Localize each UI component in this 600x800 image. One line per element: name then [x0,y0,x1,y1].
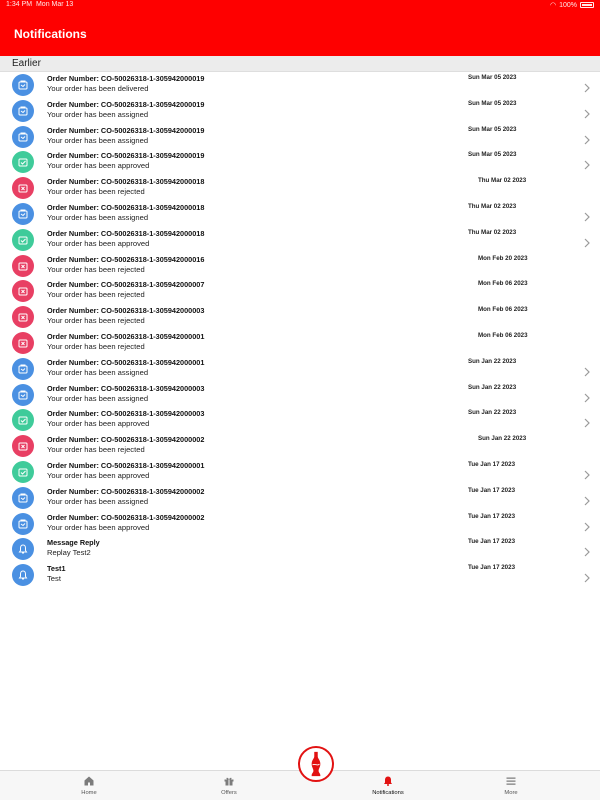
notification-message: Your order has been approved [47,470,150,480]
notification-row[interactable] [0,73,600,99]
tab-home[interactable] [49,773,129,800]
order-icon [12,126,34,148]
chevron-right-icon[interactable] [583,415,591,425]
notification-message: Your order has been approved [47,419,150,429]
notification-row[interactable] [0,383,600,409]
tab-notifications-label: Notifications [372,790,404,796]
order-icon [12,100,34,122]
notification-message: Your order has been delivered [47,84,149,93]
bell-icon [348,773,428,788]
notification-row[interactable] [0,125,600,151]
notification-message: Your order has been assigned [47,367,149,377]
section-header-earlier: Earlier [0,56,600,72]
order-rejected-icon [12,306,34,328]
notification-row[interactable] [0,408,600,434]
notification-date: Tue Jan 17 2023 [468,486,516,494]
notification-message: Your order has been rejected [47,316,145,326]
chevron-right-icon[interactable] [583,209,591,219]
notification-title: Order Number: CO-50026318-1-305942000001 [47,331,205,341]
status-date: Mon Mar 13 [35,1,74,8]
bell-icon [12,564,34,586]
app-header [0,0,600,56]
notification-title: Order Number: CO-50026318-1-305942000018 [47,177,205,187]
notification-title: Order Number: CO-50026318-1-305942000001 [47,357,205,367]
order-rejected-icon [12,435,34,457]
notification-title: Order Number: CO-50026318-1-305942000002 [47,512,205,522]
notification-date: Sun Mar 05 2023 [468,74,517,81]
notification-title: Test1 [47,564,66,574]
chevron-right-icon[interactable] [583,493,591,503]
tab-more[interactable] [471,773,551,800]
chevron-right-icon[interactable] [583,519,591,529]
order-icon [12,203,34,225]
tab-offers-label: Offers [221,790,237,796]
notification-message: Your order has been approved [47,238,150,248]
notification-message: Your order has been assigned [47,212,149,222]
battery-percent: 100% [559,1,577,9]
notification-row[interactable] [0,228,600,254]
notification-date: Sun Jan 22 2023 [468,383,517,391]
notification-date: Mon Feb 06 2023 [478,280,528,288]
notification-row[interactable] [0,460,600,486]
notification-row[interactable] [0,202,600,228]
notification-row[interactable] [0,176,600,202]
order-icon [12,513,34,535]
chevron-right-icon[interactable] [583,157,591,167]
order-icon [12,358,34,380]
order-rejected-icon [12,177,34,199]
status-indicators [550,1,594,9]
notification-row[interactable] [0,254,600,280]
notification-message: Your order has been approved [47,161,150,171]
chevron-right-icon[interactable] [583,132,591,142]
notification-message: Test [47,574,61,584]
order-rejected-icon [12,255,34,277]
chevron-right-icon[interactable] [583,544,591,554]
notification-row[interactable] [0,357,600,383]
notification-row[interactable] [0,305,600,331]
notification-message: Your order has been assigned [47,496,149,506]
menu-icon [471,773,551,788]
notification-title: Order Number: CO-50026318-1-305942000001 [47,460,205,470]
notification-row[interactable] [0,434,600,460]
bottle-logo-icon [307,751,325,777]
notification-message: Your order has been rejected [47,341,145,351]
tab-home-label: Home [81,790,97,796]
notification-date: Mon Feb 06 2023 [478,331,528,339]
notification-message: Your order has been assigned [47,393,149,403]
chevron-right-icon[interactable] [583,467,591,477]
notification-row[interactable] [0,331,600,357]
notification-date: Sun Jan 22 2023 [468,409,517,417]
order-icon [12,487,34,509]
chevron-right-icon[interactable] [583,106,591,116]
status-time-date [6,1,73,8]
bell-icon [12,538,34,560]
notification-message: Your order has been assigned [47,109,149,119]
tab-notifications[interactable] [348,773,428,800]
wifi-icon: ◠ [549,2,557,9]
notification-date: Tue Jan 17 2023 [468,538,516,546]
notification-row[interactable] [0,150,600,176]
center-bottle-button[interactable] [298,746,334,782]
chevron-right-icon[interactable] [583,235,591,245]
gift-icon [189,773,269,788]
notification-message: Your order has been rejected [47,264,145,274]
notification-title: Message Reply [47,538,100,548]
tab-bar [0,770,600,800]
notification-row[interactable] [0,279,600,305]
notification-title: Order Number: CO-50026318-1-305942000007 [47,280,205,290]
order-rejected-icon [12,280,34,302]
notification-date: Sun Mar 05 2023 [468,125,517,133]
notification-row[interactable] [0,512,600,538]
status-bar [0,0,600,10]
order-rejected-icon [12,332,34,354]
notification-title: Order Number: CO-50026318-1-305942000018 [47,228,205,238]
notification-title: Order Number: CO-50026318-1-305942000003 [47,306,205,316]
notification-date: Tue Jan 17 2023 [468,564,516,572]
notification-date: Mon Feb 06 2023 [478,306,528,314]
notification-title: Order Number: CO-50026318-1-305942000002 [47,435,205,445]
notification-row[interactable] [0,563,600,589]
chevron-right-icon[interactable] [583,570,591,580]
notification-message: Your order has been rejected [47,445,145,455]
order-icon [12,384,34,406]
chevron-right-icon[interactable] [583,390,591,400]
notification-title: Order Number: CO-50026318-1-305942000016 [47,254,205,264]
notification-date: Sun Jan 22 2023 [468,357,517,365]
tab-more-label: More [504,790,518,796]
notification-title: Order Number: CO-50026318-1-305942000019 [47,99,205,109]
notification-title: Order Number: CO-50026318-1-305942000002 [47,486,205,496]
notification-row[interactable] [0,537,600,563]
notification-date: Sun Jan 22 2023 [478,435,527,443]
notification-title: Order Number: CO-50026318-1-305942000019 [47,151,205,161]
notification-title: Order Number: CO-50026318-1-305942000003 [47,409,205,419]
notification-date: Thu Mar 02 2023 [468,228,517,236]
tab-offers[interactable] [189,773,269,800]
notification-date: Thu Mar 02 2023 [468,202,517,210]
notification-date: Sun Mar 05 2023 [468,151,517,159]
order-approved-icon [12,461,34,483]
order-approved-icon [12,409,34,431]
notification-title: Order Number: CO-50026318-1-305942000019 [47,74,205,83]
notification-title: Order Number: CO-50026318-1-305942000003 [47,383,205,393]
notification-row[interactable] [0,99,600,125]
notification-date: Tue Jan 17 2023 [468,512,516,520]
status-time: 1:34 PM [6,1,33,8]
notification-row[interactable] [0,486,600,512]
order-approved-icon [12,151,34,173]
notification-title: Order Number: CO-50026318-1-305942000019 [47,125,205,135]
notification-list [0,73,600,589]
notification-date: Mon Feb 20 2023 [478,254,528,262]
chevron-right-icon[interactable] [583,80,591,90]
battery-icon [580,2,594,8]
notification-message: Your order has been rejected [47,290,145,300]
notification-message: Your order has been rejected [47,187,145,197]
notification-date: Tue Jan 17 2023 [468,460,516,468]
notification-message: Your order has been assigned [47,135,149,145]
notification-date: Sun Mar 05 2023 [468,99,517,107]
notification-message: Replay Test2 [47,548,91,558]
order-approved-icon [12,229,34,251]
notification-title: Order Number: CO-50026318-1-305942000018 [47,202,205,212]
order-icon [12,74,34,96]
page-title: Notifications [14,27,87,41]
home-icon [49,773,129,788]
notification-date: Thu Mar 02 2023 [478,177,527,185]
chevron-right-icon[interactable] [583,364,591,374]
notification-message: Your order has been approved [47,522,150,532]
